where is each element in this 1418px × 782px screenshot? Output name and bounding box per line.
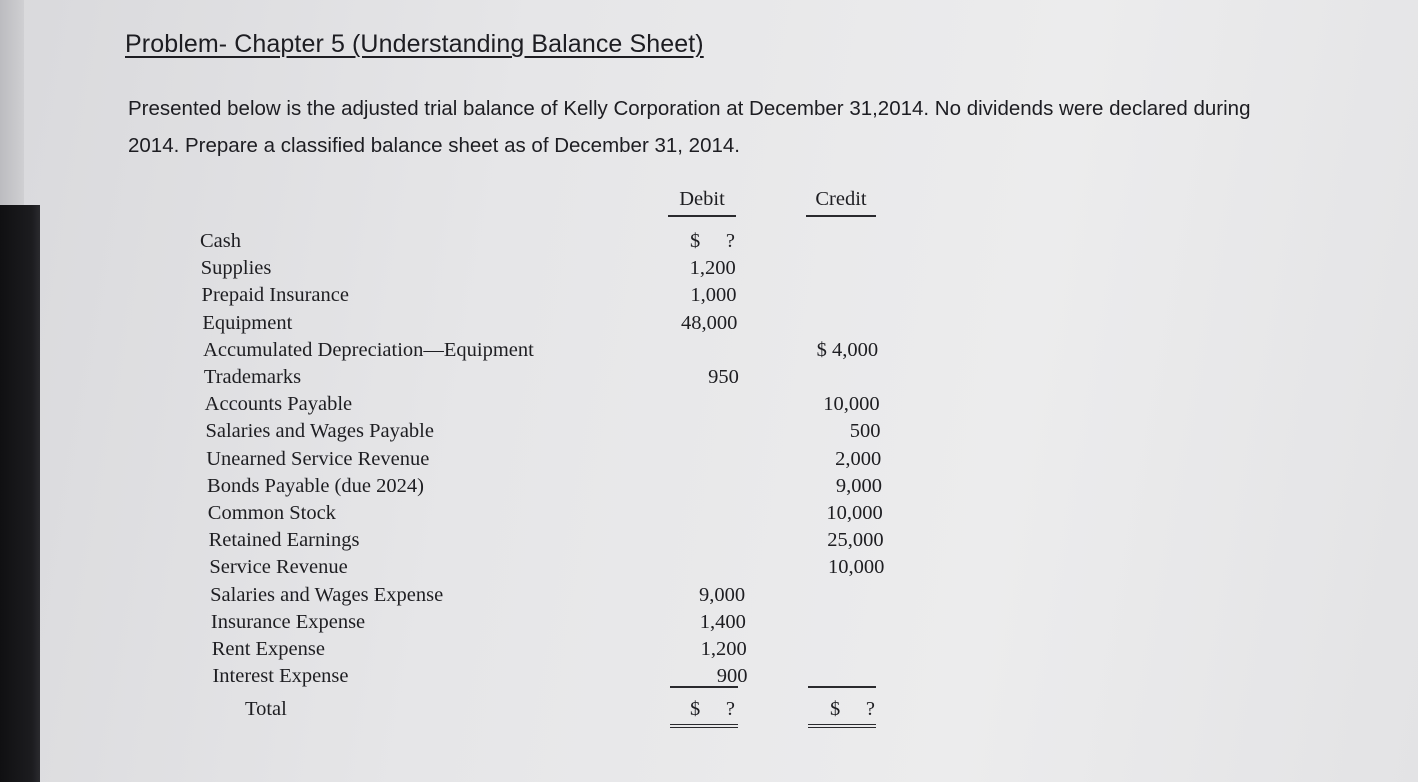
debit-amount: 950 [708, 366, 739, 388]
credit-column-header: Credit [806, 188, 876, 217]
table-row [206, 446, 906, 473]
debit-amount: 1,000 [690, 284, 737, 307]
problem-intro [128, 90, 1378, 164]
table-row [211, 609, 911, 636]
table-row [205, 391, 905, 418]
intro-line-2: 2014. Prepare a classified balance sheet as of December 31, 2014. [128, 134, 740, 157]
credit-amount: 9,000 [835, 474, 883, 497]
debit-amount: 1,400 [699, 610, 746, 633]
total-row [200, 696, 900, 723]
table-row [208, 500, 908, 527]
account-name: Rent Expense [211, 638, 325, 660]
table-row [204, 364, 904, 391]
debit-amount: 9,000 [699, 583, 746, 606]
total-credit: $ ? [830, 698, 875, 720]
debit-sum-rule [670, 686, 738, 688]
table-row [207, 473, 907, 500]
account-name: Insurance Expense [210, 610, 366, 633]
account-name: Common Stock [207, 502, 336, 524]
debit-amount: 1,200 [700, 638, 747, 660]
account-name: Accounts Payable [204, 393, 353, 416]
total-label: Total [245, 698, 287, 720]
account-name: Retained Earnings [208, 529, 360, 552]
table-row [202, 310, 902, 337]
credit-total-double-rule [808, 724, 876, 728]
credit-amount: 10,000 [823, 393, 880, 416]
monitor-bezel-bottom [0, 205, 40, 782]
debit-column-header: Debit [668, 188, 736, 217]
account-name: Equipment [202, 311, 293, 334]
credit-amount: 10,000 [826, 502, 883, 524]
account-name: Prepaid Insurance [201, 284, 349, 307]
total-debit: $ ? [690, 698, 735, 720]
table-row [203, 337, 903, 364]
table-row [212, 636, 912, 663]
account-name: Supplies [200, 257, 272, 280]
debit-amount: $ ? [690, 230, 735, 252]
debit-total-double-rule [670, 724, 738, 728]
table-row [205, 418, 905, 445]
table-row [202, 282, 902, 309]
account-name: Interest Expense [212, 665, 349, 688]
table-row [200, 228, 900, 255]
debit-amount: 900 [716, 665, 748, 688]
account-name: Trademarks [203, 366, 302, 388]
credit-amount: 500 [849, 420, 881, 443]
intro-line-1: Presented below is the adjusted trial balance of Kelly Corporation at December 31,2014. No dividends were declared during [128, 97, 1251, 120]
table-row [209, 527, 909, 554]
account-name: Service Revenue [209, 556, 348, 579]
account-name: Salaries and Wages Expense [210, 583, 444, 606]
credit-amount: 25,000 [827, 529, 884, 552]
account-name: Cash [200, 230, 241, 252]
debit-amount: 48,000 [680, 311, 738, 334]
account-name: Salaries and Wages Payable [205, 420, 434, 443]
problem-title: Problem- Chapter 5 (Understanding Balance Sheet) [125, 30, 704, 58]
table-row [201, 255, 901, 282]
credit-amount: $ 4,000 [816, 338, 879, 361]
monitor-bezel-top [0, 0, 24, 205]
credit-amount: 2,000 [835, 447, 882, 470]
debit-amount: 1,200 [689, 257, 736, 280]
account-name: Accumulated Depreciation—Equipment [203, 338, 534, 361]
account-name: Bonds Payable (due 2024) [207, 474, 424, 497]
credit-sum-rule [808, 686, 876, 688]
account-name: Unearned Service Revenue [206, 447, 430, 470]
table-row [209, 554, 909, 581]
table-row [210, 582, 910, 609]
credit-amount: 10,000 [827, 556, 885, 579]
